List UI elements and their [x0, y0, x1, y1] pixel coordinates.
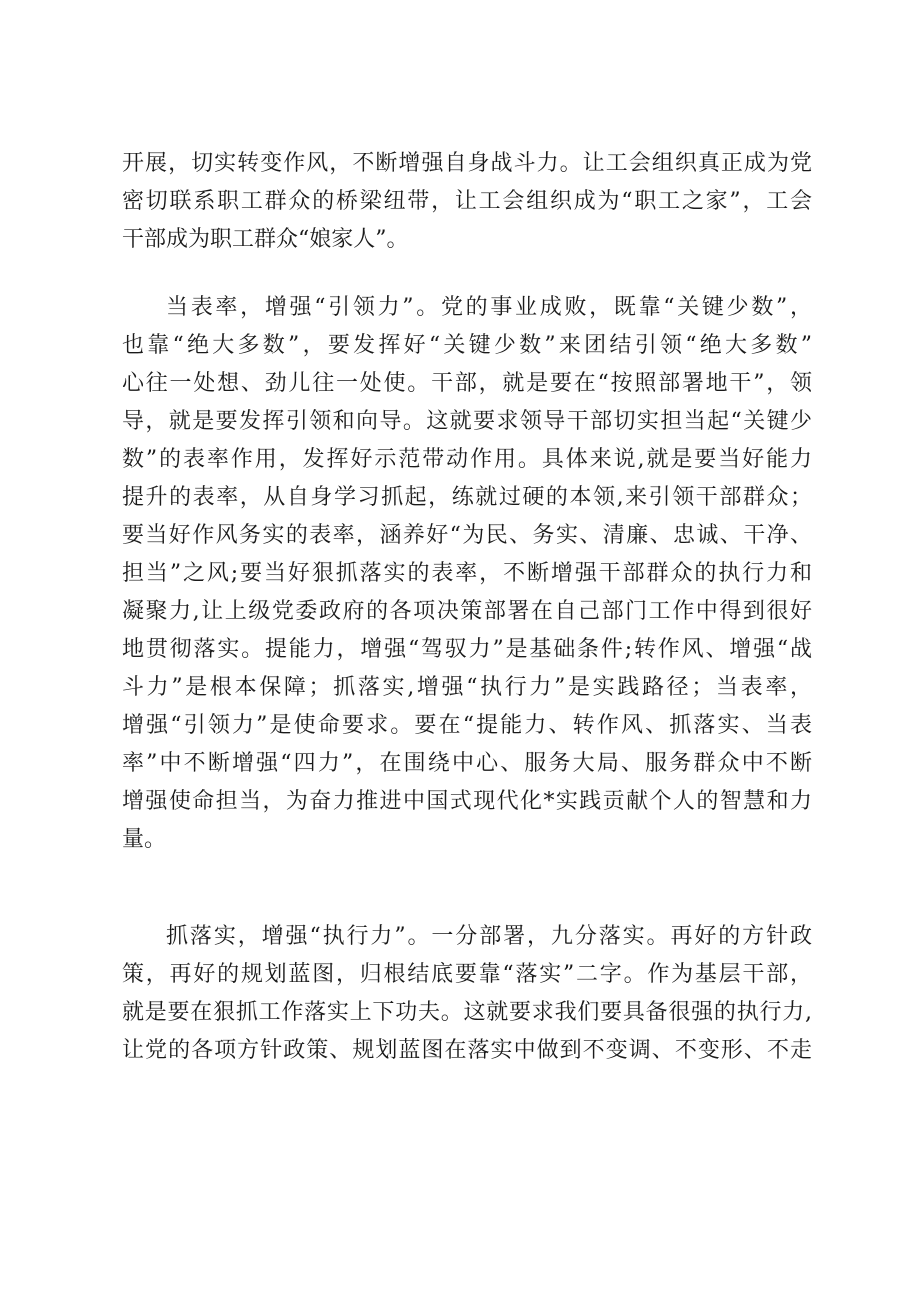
- paragraph-line: 干部成为职工群众“娘家人”。: [122, 227, 409, 252]
- paragraph-implementation: [122, 918, 812, 1070]
- paragraph-line: 当表率，增强“引领力”。党的事业成败，既靠“关键少数”，: [166, 295, 812, 320]
- paragraph-line: 增强使命担当，为奋力推进中国式现代化*实践贡献个人的智慧和力: [122, 789, 812, 814]
- paragraph-line: 担当”之风;要当好狠抓落实的表率，不断增强干部群众的执行力和: [122, 561, 812, 586]
- paragraph-line: 让党的各项方针政策、规划蓝图在落实中做到不变调、不变形、不走: [122, 1038, 812, 1063]
- paragraph-line: 密切联系职工群众的桥梁纽带，让工会组织成为“职工之家”，工会: [122, 189, 812, 214]
- paragraph-work-style: [122, 145, 812, 259]
- paragraph-line: 量。: [122, 827, 167, 852]
- paragraph-line: 增强“引领力”是使命要求。要在“提能力、转作风、抓落实、当表: [122, 713, 812, 738]
- paragraph-line: 数”的表率作用，发挥好示范带动作用。具体来说,就是要当好能力: [122, 447, 812, 472]
- paragraph-line: 心往一处想、劲儿往一处使。干部，就是要在“按照部署地干”，领: [122, 371, 812, 396]
- paragraph-line: 导，就是要发挥引领和向导。这就要求领导干部切实担当起“关键少: [122, 409, 812, 434]
- paragraph-line: 策，再好的规划蓝图，归根结底要靠“落实”二字。作为基层干部，: [122, 962, 812, 987]
- paragraph-line: 斗力”是根本保障；抓落实,增强“执行力”是实践路径；当表率，: [122, 675, 812, 700]
- paragraph-line: 开展，切实转变作风，不断增强自身战斗力。让工会组织真正成为党: [122, 151, 812, 176]
- paragraph-line: 地贯彻落实。提能力，增强“驾驭力”是基础条件;转作风、增强“战: [122, 637, 812, 662]
- paragraph-line: 就是要在狠抓工作落实上下功夫。这就要求我们要具备很强的执行力,: [122, 1000, 812, 1025]
- paragraph-line: 抓落实，增强“执行力”。一分部署，九分落实。再好的方针政: [166, 924, 812, 949]
- paragraph-line: 凝聚力,让上级党委政府的各项决策部署在自己部门工作中得到很好: [122, 599, 812, 624]
- paragraph-line: 要当好作风务实的表率，涵养好“为民、务实、清廉、忠诚、干净、: [122, 523, 812, 548]
- paragraph-line: 也靠“绝大多数”，要发挥好“关键少数”来团结引领“绝大多数”: [122, 333, 812, 358]
- paragraph-lead-by-example: [122, 289, 812, 859]
- paragraph-line: 率”中不断增强“四力”，在围绕中心、服务大局、服务群众中不断: [122, 751, 812, 776]
- paragraph-line: 提升的表率，从自身学习抓起，练就过硬的本领,来引领干部群众；: [122, 485, 812, 510]
